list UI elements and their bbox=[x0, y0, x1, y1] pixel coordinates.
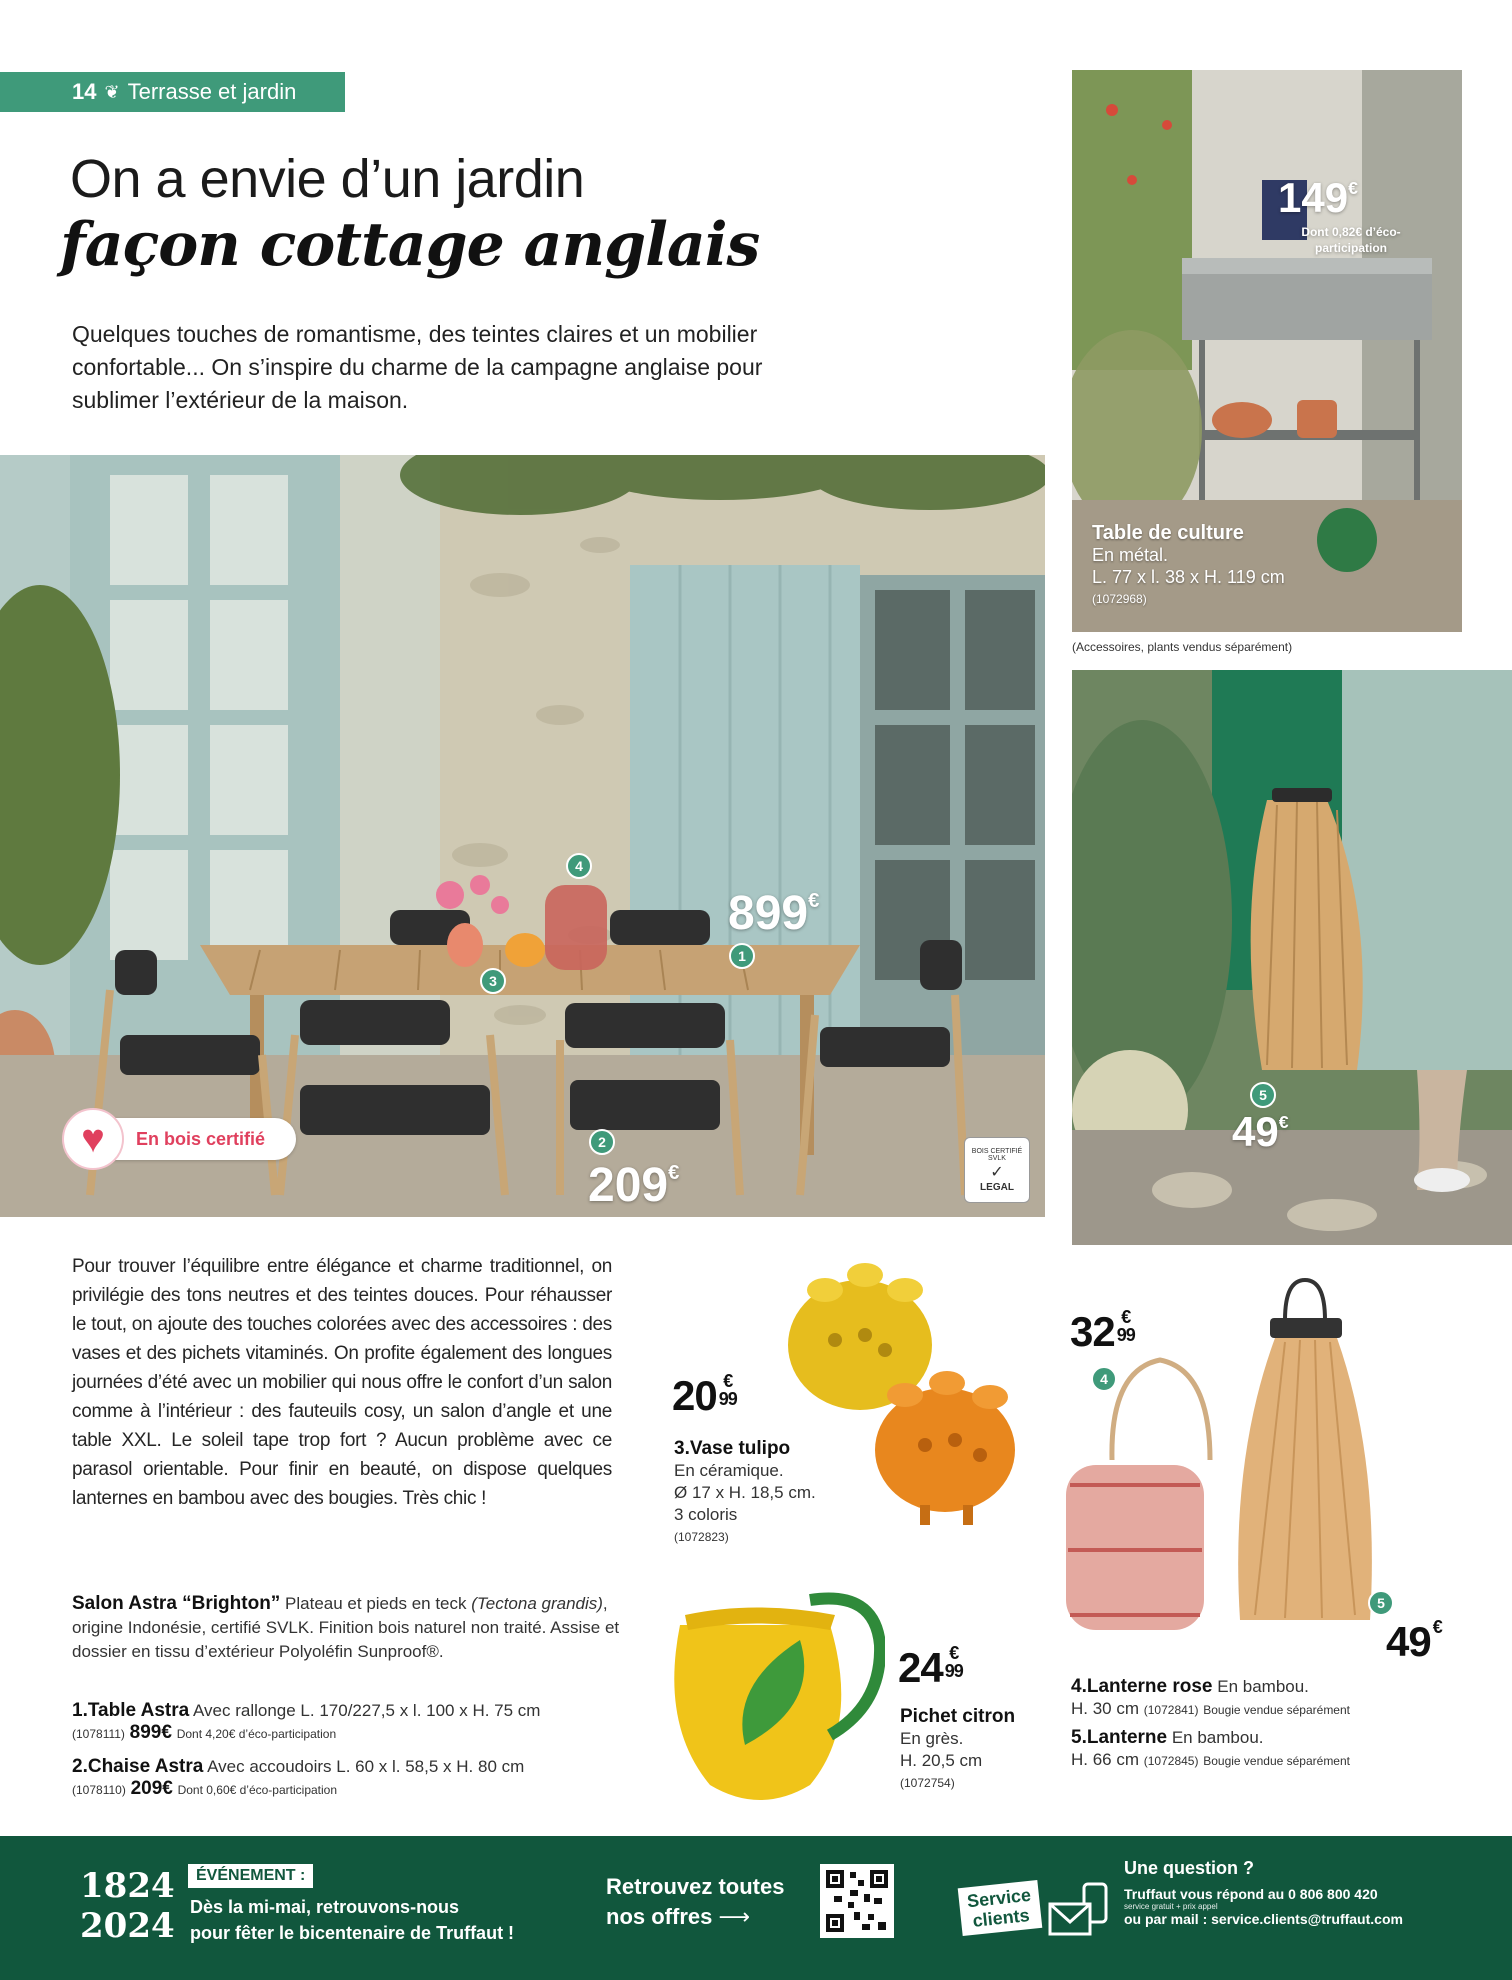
pitcher-price: 24 € 99 bbox=[898, 1643, 963, 1691]
intro-text: Quelques touches de romantisme, des teintes claires et un mobilier confortable... On s’inspire du charme de la campagne anglaise pour sublimer l’extérieur de la maison. bbox=[72, 321, 763, 413]
leaf-icon: ❦ bbox=[104, 81, 120, 102]
section-tag bbox=[0, 72, 345, 112]
event-text: Dès la mi-mai, retrouvons-nous pour fêter le bicentenaire de Truffaut ! bbox=[190, 1897, 515, 1943]
page-number: 14 bbox=[72, 79, 97, 104]
footer-banner bbox=[0, 1836, 1512, 1980]
pitcher-image bbox=[660, 1585, 885, 1815]
service-clients-button[interactable]: Service clients bbox=[958, 1880, 1043, 1936]
legal-wood-badge: BOIS CERTIFIÉ SVLK ✓ LEGAL bbox=[964, 1137, 1030, 1203]
offers-link[interactable]: Retrouvez toutes nos offres ⟶ bbox=[606, 1874, 785, 1929]
price-chair-overlay: 209€ bbox=[588, 1159, 680, 1212]
culture-note: (Accessoires, plants vendus séparément) bbox=[1072, 640, 1293, 654]
certified-wood-label: En bois certifié bbox=[66, 1118, 296, 1160]
question-title: Une question ? bbox=[1124, 1858, 1254, 1878]
salon-title: Salon Astra “Brighton” bbox=[72, 1593, 281, 1614]
price-lantern-overlay: 49€ bbox=[1232, 1108, 1289, 1155]
phone-line[interactable]: Truffaut vous répond au 0 806 800 420 bbox=[1124, 1886, 1378, 1902]
badge-chair: 2 bbox=[589, 1129, 615, 1155]
badge-lantern-photo: 5 bbox=[1250, 1082, 1276, 1108]
lantern-rose-price: 32 € 99 bbox=[1070, 1307, 1135, 1355]
price-table-overlay: 899€ bbox=[728, 887, 820, 940]
arrow-icon: ⟶ bbox=[718, 1904, 751, 1929]
mail-line[interactable]: ou par mail : service.clients@truffaut.com bbox=[1124, 1911, 1403, 1927]
badge-table: 1 bbox=[729, 943, 755, 969]
badge-vase: 3 bbox=[480, 968, 506, 994]
qr-code-icon[interactable] bbox=[820, 1864, 894, 1938]
event-tag: ÉVÉNEMENT : bbox=[188, 1864, 313, 1888]
contact-info: Truffaut vous répond au 0 806 800 420 service gratuit + prix appel ou par mail : service.clients@truffaut.com bbox=[1124, 1886, 1403, 1927]
lantern-photo bbox=[1072, 670, 1512, 1245]
anniversary-years: 1824 2024 bbox=[80, 1866, 175, 1946]
table-astra-line: 1.Table Astra Avec rallonge L. 170/227,5 x l. 100 x H. 75 cm (1078111) 899€ Dont 4,20€ d’éco-participation bbox=[72, 1700, 541, 1743]
body-text: Pour trouver l’équilibre entre élégance et charme traditionnel, on privilégie des tons neutres et des teintes douces. Pour réhausser le tout, on ajoute des touches colorées avec des accessoires : des vases et des pichets vitaminés. On profite également des longues journées d’été avec un mobilier qui nous offre le confort d’un salon comme à l’intérieur : des fauteuils cosy, un salon d’angle et une table XXL. Le soleil tape trop fort ? Aucun problème avec ce parasol orientable. Pour finir en beauté, on dispose quelques lanternes en bambou avec des bougies. Très chic ! bbox=[72, 1256, 612, 1509]
section-label: Terrasse et jardin bbox=[127, 79, 297, 104]
vase-price: 20 € 99 bbox=[672, 1371, 737, 1419]
page-subheadline: façon cottage anglais bbox=[60, 210, 760, 280]
lanterns-info: 4.Lanterne rose En bambou. H. 30 cm (1072841) Bougie vendue séparément 5.Lanterne En bambou. H. 66 cm (1072845) Bougie vendue séparément bbox=[1071, 1676, 1350, 1769]
vase-info: 3.Vase tulipo En céramique. Ø 17 x H. 18,5 cm. 3 coloris (1072823) bbox=[674, 1438, 816, 1544]
hero-photo bbox=[0, 455, 1045, 1217]
phone-mail-icon bbox=[1048, 1880, 1112, 1945]
chair-astra-line: 2.Chaise Astra Avec accoudoirs L. 60 x l. 58,5 x H. 80 cm (1078110) 209€ Dont 0,60€ d’éco-participation bbox=[72, 1756, 525, 1799]
page-headline: On a envie d’un jardin bbox=[70, 149, 585, 209]
heart-icon: ♥ bbox=[62, 1108, 124, 1170]
badge-lantern-rose-product: 4 bbox=[1091, 1366, 1117, 1392]
salon-spec: Salon Astra “Brighton” Plateau et pieds en teck (Tectona grandis), origine Indonésie, certifié SVLK. Finition bois naturel non traité. Assise et dossier en tissu d’extérieur Polyoléfin Sunproof®. bbox=[72, 1593, 620, 1661]
lantern-big-price: 49 € bbox=[1386, 1617, 1442, 1665]
pitcher-info: Pichet citron En grès. H. 20,5 cm (1072754) bbox=[900, 1706, 1016, 1790]
culture-caption: Table de culture En métal. L. 77 x l. 38 x H. 119 cm (1072968) bbox=[1092, 522, 1285, 606]
badge-lantern-big-product: 5 bbox=[1368, 1590, 1394, 1616]
culture-eco-note: Dont 0,82€ d’éco-participation bbox=[1301, 225, 1401, 255]
badge-lantern-rose: 4 bbox=[566, 853, 592, 879]
price-culture-overlay: 149€ bbox=[1278, 174, 1358, 221]
